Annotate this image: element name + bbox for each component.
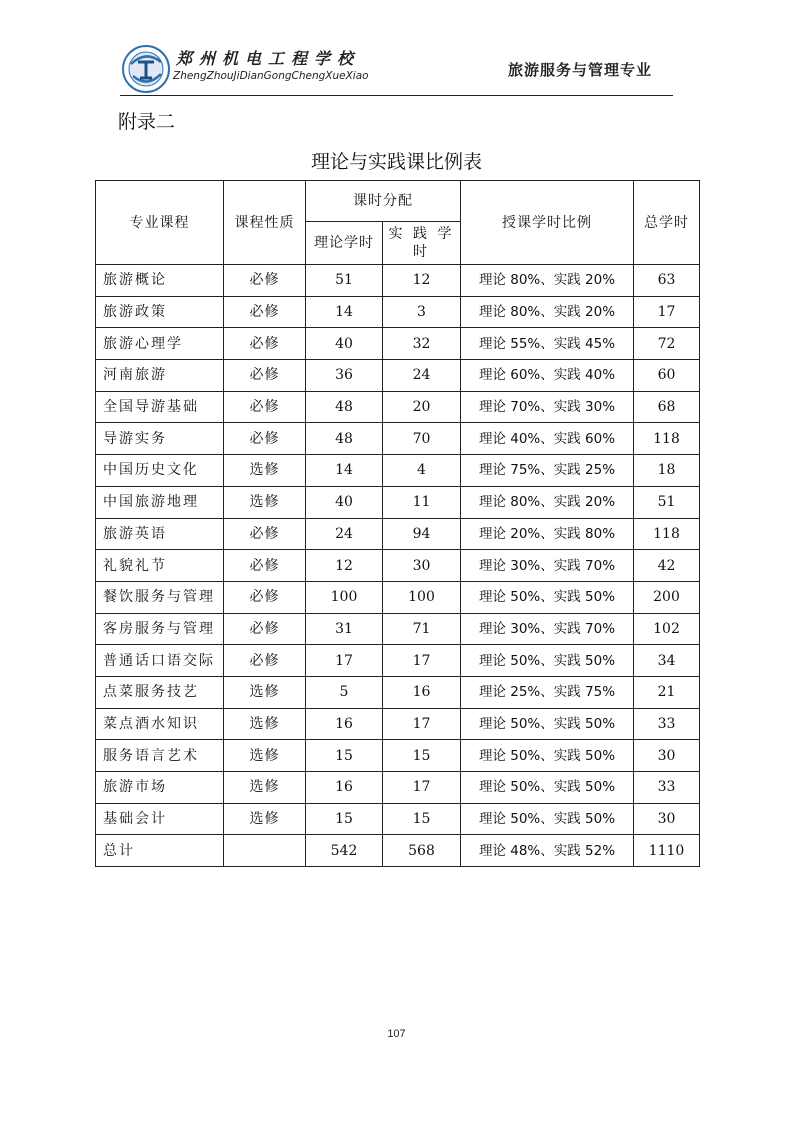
course-cell: 菜点酒水知识 bbox=[96, 708, 224, 740]
table-row bbox=[96, 360, 700, 392]
nature-cell: 必修 bbox=[224, 550, 306, 582]
course-cell: 旅游心理学 bbox=[96, 328, 224, 360]
course-cell: 中国旅游地理 bbox=[96, 486, 224, 518]
table-row bbox=[96, 296, 700, 328]
ratio-cell: 理论 60%、实践 40% bbox=[461, 360, 634, 392]
school-name-en: ZhengZhouJiDianGongChengXueXiao bbox=[173, 70, 369, 82]
practice-cell: 11 bbox=[383, 486, 461, 518]
practice-cell: 17 bbox=[383, 645, 461, 677]
theory-cell: 24 bbox=[306, 518, 383, 550]
nature-cell: 必修 bbox=[224, 423, 306, 455]
ratio-cell: 理论 40%、实践 60% bbox=[461, 423, 634, 455]
nature-cell: 必修 bbox=[224, 518, 306, 550]
ratio-cell: 理论 30%、实践 70% bbox=[461, 613, 634, 645]
practice-cell: 15 bbox=[383, 803, 461, 835]
total-cell: 17 bbox=[634, 296, 700, 328]
practice-cell: 3 bbox=[383, 296, 461, 328]
table-row bbox=[96, 772, 700, 804]
course-cell: 点菜服务技艺 bbox=[96, 676, 224, 708]
theory-cell: 12 bbox=[306, 550, 383, 582]
nature-cell: 选修 bbox=[224, 708, 306, 740]
appendix-label: 附录二 bbox=[118, 111, 176, 133]
nature-cell: 选修 bbox=[224, 740, 306, 772]
ratio-cell: 理论 80%、实践 20% bbox=[461, 296, 634, 328]
theory-cell: 15 bbox=[306, 803, 383, 835]
table-row bbox=[96, 391, 700, 423]
total-cell: 72 bbox=[634, 328, 700, 360]
nature-cell: 必修 bbox=[224, 581, 306, 613]
theory-cell: 31 bbox=[306, 613, 383, 645]
total-cell: 34 bbox=[634, 645, 700, 677]
nature-cell: 选修 bbox=[224, 455, 306, 487]
ratio-cell: 理论 30%、实践 70% bbox=[461, 550, 634, 582]
total-cell: 42 bbox=[634, 550, 700, 582]
table-row bbox=[96, 645, 700, 677]
course-cell: 旅游英语 bbox=[96, 518, 224, 550]
theory-cell: 48 bbox=[306, 391, 383, 423]
practice-cell: 30 bbox=[383, 550, 461, 582]
theory-cell: 100 bbox=[306, 581, 383, 613]
theory-cell: 16 bbox=[306, 772, 383, 804]
ratio-cell: 理论 20%、实践 80% bbox=[461, 518, 634, 550]
course-cell: 普通话口语交际 bbox=[96, 645, 224, 677]
school-name-cn: 郑州机电工程学校 bbox=[176, 49, 361, 68]
course-cell: 旅游市场 bbox=[96, 772, 224, 804]
nature-cell bbox=[224, 835, 306, 867]
table-row bbox=[96, 740, 700, 772]
table-row bbox=[96, 550, 700, 582]
total-cell: 118 bbox=[634, 518, 700, 550]
practice-cell: 17 bbox=[383, 708, 461, 740]
theory-cell: 14 bbox=[306, 455, 383, 487]
table-row bbox=[96, 835, 700, 867]
table-row bbox=[96, 423, 700, 455]
course-cell: 河南旅游 bbox=[96, 360, 224, 392]
course-cell: 餐饮服务与管理 bbox=[96, 581, 224, 613]
practice-cell: 16 bbox=[383, 676, 461, 708]
ratio-cell: 理论 25%、实践 75% bbox=[461, 676, 634, 708]
major-name: 旅游服务与管理专业 bbox=[508, 61, 653, 79]
total-cell: 60 bbox=[634, 360, 700, 392]
nature-cell: 选修 bbox=[224, 676, 306, 708]
theory-cell: 17 bbox=[306, 645, 383, 677]
ratio-cell: 理论 48%、实践 52% bbox=[461, 835, 634, 867]
course-cell: 中国历史文化 bbox=[96, 455, 224, 487]
table-row bbox=[96, 613, 700, 645]
ratio-cell: 理论 50%、实践 50% bbox=[461, 803, 634, 835]
practice-cell: 70 bbox=[383, 423, 461, 455]
practice-cell: 20 bbox=[383, 391, 461, 423]
theory-cell: 40 bbox=[306, 486, 383, 518]
practice-cell: 32 bbox=[383, 328, 461, 360]
total-cell: 63 bbox=[634, 265, 700, 297]
practice-cell: 568 bbox=[383, 835, 461, 867]
theory-cell: 14 bbox=[306, 296, 383, 328]
course-ratio-table bbox=[95, 180, 700, 867]
total-cell: 21 bbox=[634, 676, 700, 708]
course-cell: 导游实务 bbox=[96, 423, 224, 455]
table-row bbox=[96, 328, 700, 360]
total-cell: 30 bbox=[634, 740, 700, 772]
practice-cell: 15 bbox=[383, 740, 461, 772]
total-cell: 118 bbox=[634, 423, 700, 455]
table-row bbox=[96, 708, 700, 740]
table-row bbox=[96, 455, 700, 487]
total-cell: 33 bbox=[634, 772, 700, 804]
ratio-cell: 理论 50%、实践 50% bbox=[461, 708, 634, 740]
nature-cell: 必修 bbox=[224, 265, 306, 297]
practice-cell: 100 bbox=[383, 581, 461, 613]
theory-cell: 36 bbox=[306, 360, 383, 392]
ratio-cell: 理论 50%、实践 50% bbox=[461, 772, 634, 804]
header-total-hours: 总学时 bbox=[634, 181, 700, 265]
total-cell: 1110 bbox=[634, 835, 700, 867]
theory-cell: 15 bbox=[306, 740, 383, 772]
header-practice-hours: 实 践 学 时 bbox=[383, 222, 461, 265]
page-header bbox=[0, 0, 793, 100]
course-cell: 客房服务与管理 bbox=[96, 613, 224, 645]
total-cell: 68 bbox=[634, 391, 700, 423]
table-row bbox=[96, 265, 700, 297]
nature-cell: 必修 bbox=[224, 328, 306, 360]
theory-cell: 542 bbox=[306, 835, 383, 867]
nature-cell: 必修 bbox=[224, 391, 306, 423]
nature-cell: 必修 bbox=[224, 645, 306, 677]
ratio-cell: 理论 75%、实践 25% bbox=[461, 455, 634, 487]
header-theory-hours: 理论学时 bbox=[306, 222, 383, 265]
course-cell: 基础会计 bbox=[96, 803, 224, 835]
ratio-cell: 理论 50%、实践 50% bbox=[461, 581, 634, 613]
total-cell: 33 bbox=[634, 708, 700, 740]
ratio-cell: 理论 70%、实践 30% bbox=[461, 391, 634, 423]
header-course: 专业课程 bbox=[96, 181, 224, 265]
nature-cell: 选修 bbox=[224, 803, 306, 835]
theory-cell: 5 bbox=[306, 676, 383, 708]
nature-cell: 选修 bbox=[224, 772, 306, 804]
theory-cell: 16 bbox=[306, 708, 383, 740]
page-number: 107 bbox=[387, 1028, 406, 1040]
total-cell: 30 bbox=[634, 803, 700, 835]
practice-cell: 94 bbox=[383, 518, 461, 550]
header-nature: 课程性质 bbox=[224, 181, 306, 265]
theory-cell: 40 bbox=[306, 328, 383, 360]
table-row bbox=[96, 486, 700, 518]
header-ratio: 授课学时比例 bbox=[461, 181, 634, 265]
total-cell: 102 bbox=[634, 613, 700, 645]
ratio-cell: 理论 50%、实践 50% bbox=[461, 645, 634, 677]
header-hours-group: 课时分配 bbox=[306, 181, 461, 222]
course-cell: 旅游概论 bbox=[96, 265, 224, 297]
course-cell: 旅游政策 bbox=[96, 296, 224, 328]
nature-cell: 选修 bbox=[224, 486, 306, 518]
school-logo-icon bbox=[121, 44, 171, 94]
ratio-cell: 理论 80%、实践 20% bbox=[461, 265, 634, 297]
total-cell: 18 bbox=[634, 455, 700, 487]
practice-cell: 4 bbox=[383, 455, 461, 487]
ratio-cell: 理论 55%、实践 45% bbox=[461, 328, 634, 360]
nature-cell: 必修 bbox=[224, 296, 306, 328]
ratio-cell: 理论 80%、实践 20% bbox=[461, 486, 634, 518]
practice-cell: 24 bbox=[383, 360, 461, 392]
total-cell: 200 bbox=[634, 581, 700, 613]
table-row bbox=[96, 581, 700, 613]
nature-cell: 必修 bbox=[224, 360, 306, 392]
course-cell: 全国导游基础 bbox=[96, 391, 224, 423]
ratio-cell: 理论 50%、实践 50% bbox=[461, 740, 634, 772]
theory-cell: 51 bbox=[306, 265, 383, 297]
practice-cell: 71 bbox=[383, 613, 461, 645]
course-cell: 服务语言艺术 bbox=[96, 740, 224, 772]
nature-cell: 必修 bbox=[224, 613, 306, 645]
practice-cell: 12 bbox=[383, 265, 461, 297]
course-cell: 总计 bbox=[96, 835, 224, 867]
theory-cell: 48 bbox=[306, 423, 383, 455]
practice-cell: 17 bbox=[383, 772, 461, 804]
table-row bbox=[96, 803, 700, 835]
total-cell: 51 bbox=[634, 486, 700, 518]
table-row bbox=[96, 676, 700, 708]
course-cell: 礼貌礼节 bbox=[96, 550, 224, 582]
header-divider bbox=[120, 95, 673, 96]
table-row bbox=[96, 518, 700, 550]
table-title: 理论与实践课比例表 bbox=[310, 151, 482, 173]
